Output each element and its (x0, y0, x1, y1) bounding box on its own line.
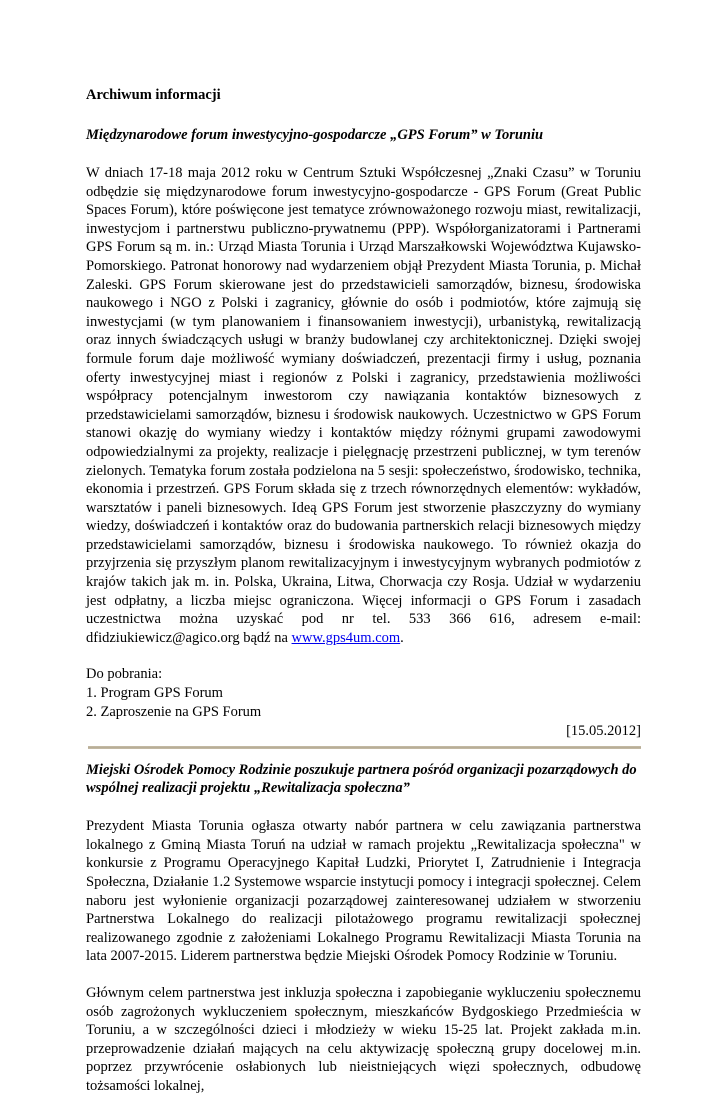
downloads-section (86, 665, 641, 721)
gps4um-link[interactable]: www.gps4um.com (291, 629, 401, 646)
article-1-body-end: . (400, 629, 404, 646)
article-1-date: [15.05.2012] (566, 723, 641, 740)
article-1-title: Międzynarodowe forum inwestycyjno-gospodarcze „GPS Forum” w Toruniu (86, 127, 544, 143)
article-2-paragraph-2: Głównym celem partnerstwa jest inkluzja społeczna i zapobieganie wykluczeniu społecznemu osób zagrożonych wykluczeniem społecznym, mieszkańców Bydgoskiego Przedmieścia w Toruniu, a w szczególności dzieci i młodzieży w wieku 15-25 lat. Projekt zakłada m.in. przeprowadzenie działań mających na celu aktywizację społeczną grupy docelowej m.in. poprzez przywrócenie osłabionych lub nieistniejących więzi społecznych, odbudowę tożsamości lokalnej, (86, 984, 641, 1094)
download-invitation-link[interactable]: 2. Zaproszenie na GPS Forum (86, 703, 262, 720)
archive-heading: Archiwum informacji (86, 87, 221, 103)
article-1-body (86, 164, 641, 647)
downloads-label: Do pobrania: (86, 666, 163, 683)
article-1-body-text: W dniach 17-18 maja 2012 roku w Centrum Sztuki Współczesnej „Znaki Czasu” w Toruniu odbędzie się międzynarodowe forum inwestycyjno-gospodarcze - GPS Forum (Great Public Spaces Forum), które poświęcone jest tematyce zrównoważonego rozwoju miast, rewitalizacji, inwestycjom i partnerstwu publiczno-prywatnemu (PPP). Współorganizatorami i Partnerami GPS Forum są m. in.: Urząd Miasta Torunia i Urząd Marszałkowski Województwa Kujawsko-Pomorskiego. Patronat honorowy nad wydarzeniem objął Prezydent Miasta Torunia, p. Michał Zaleski. GPS Forum skierowane jest do przedstawicieli samorządów, biznesu, środowiska naukowego i NGO z Polski i zagranicy, głównie do osób i podmiotów, które zajmują się inwestycjami (w tym planowaniem i finansowaniem inwestycji), urbanistyką, rewitalizacją oraz innych świadczących usługi w branży budowlanej czy architektonicznej. Dzięki swojej formule forum daje możliwość wymiany doświadczeń, prezentacji firmy i usług, poznania oferty inwestycyjnej miast i regionów z Polski i zagranicy, przedstawienia możliwości współpracy potencjalnym inwestorom czy nawiązania kontaktów biznesowych z przedstawicielami samorządów, biznesu i środowisk naukowych. Uczestnictwo w GPS Forum stanowi okazję do wymiany wiedzy i kontaktów między różnymi grupami zawodowymi odpowiedzialnymi za projekty, realizacje i pielęgnację przestrzeni publicznej, w tym terenów zielonych. Tematyka forum została podzielona na 5 sesji: społeczeństwo, środowisko, technika, ekonomia i przestrzeń. GPS Forum składa się z trzech równorzędnych elementów: wykładów, warsztatów i paneli biznesowych. Ideą GPS Forum jest stworzenie płaszczyzny do wymiany wiedzy, doświadczeń i kontaktów oraz do budowania partnerskich relacji biznesowych między przedstawicielami samorządów, biznesu i środowiska naukowego. To również okazja do przyjrzenia się przyszłym planom rewitalizacyjnym i inwestycyjnym wybranych podmiotów z krajów takich jak m. in. Polska, Ukraina, Litwa, Chorwacja czy Rosja. Udział w wydarzeniu jest odpłatny, a liczba miejsc ograniczona. Więcej informacji o GPS Forum i zasadach uczestnictwa można uzyskać pod nr tel. 533 366 616, adresem e-mail: dfidziukiewicz@agico.org bądź na (86, 165, 641, 646)
article-2-paragraph-1: Prezydent Miasta Torunia ogłasza otwarty nabór partnera w celu zawiązania partnerstwa lokalnego z Gminą Miasta Toruń na udział w ramach projektu „Rewitalizacja społeczna" w konkursie z Programu Operacyjnego Kapitał Ludzki, Priorytet I, Zatrudnienie i Integracja Społeczna, Działanie 1.2 Systemowe wsparcie instytucji pomocy i integracji społecznej. Celem naboru jest wyłonienie organizacji pozarządowej zainteresowanej udziałem w stworzeniu Partnerstwa Lokalnego do realizacji pilotażowego programu rewitalizacji społecznej realizowanego zgodnie z założeniami Lokalnego Programu Rewitalizacji Miasta Torunia na lata 2007-2015. Liderem partnerstwa będzie Miejski Ośrodek Pomocy Rodzinie w Toruniu. (86, 818, 641, 965)
article-2-title: Miejski Ośrodek Pomocy Rodzinie poszukuje partnera pośród organizacji pozarządowych do wspólnej realizacji projektu „Rewitalizacja społeczna” (86, 762, 637, 797)
download-program-link[interactable]: 1. Program GPS Forum (86, 685, 223, 702)
section-divider (88, 746, 641, 749)
